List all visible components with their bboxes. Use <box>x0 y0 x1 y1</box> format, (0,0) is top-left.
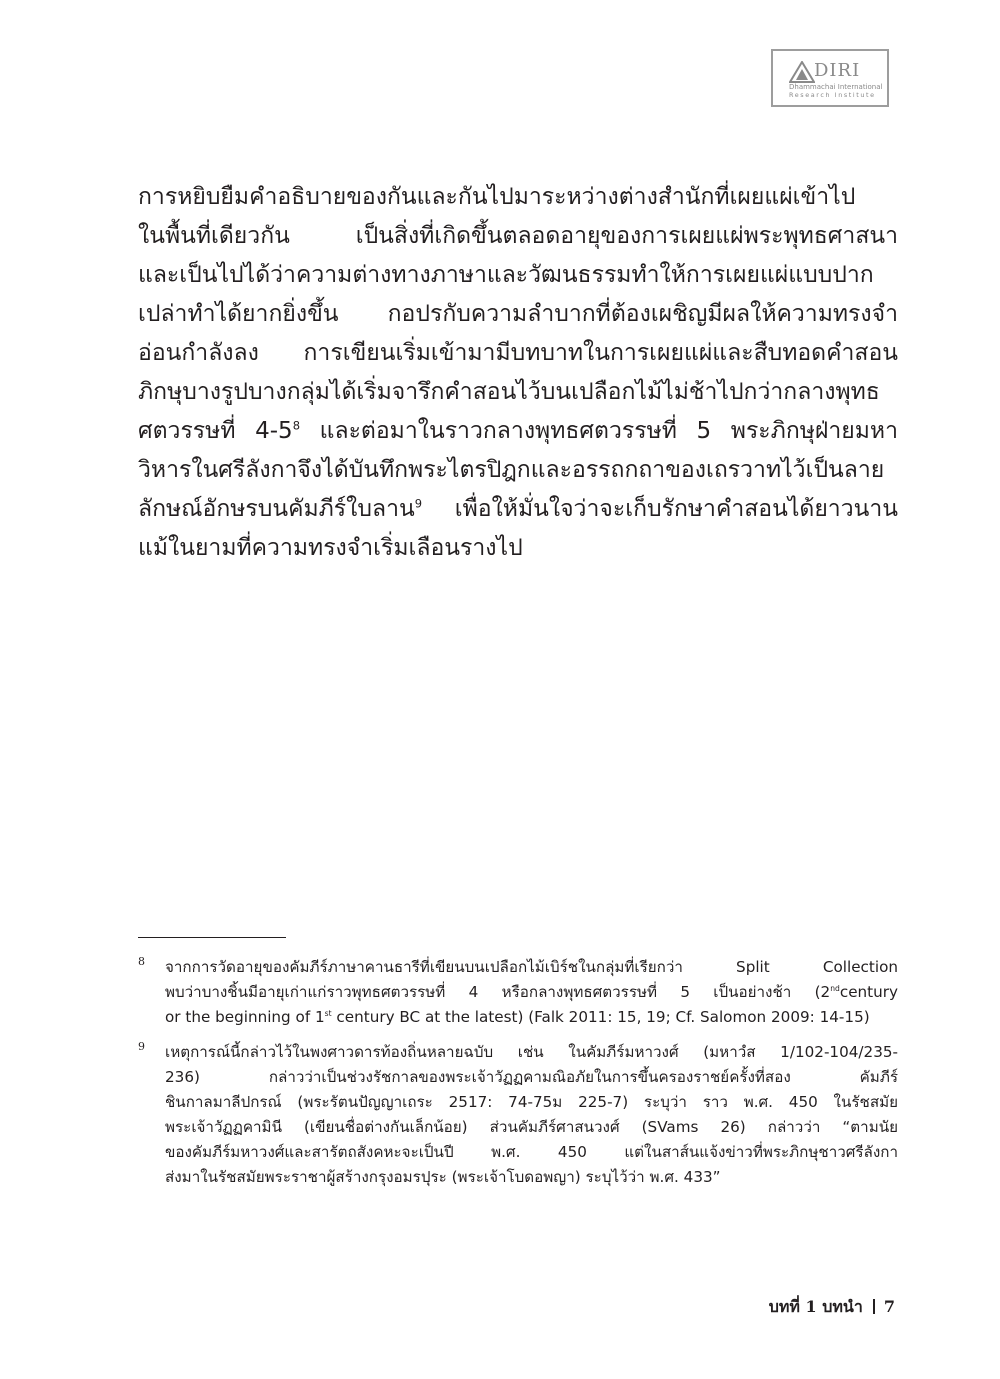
footnote-number: 8 <box>138 955 145 968</box>
footnote-body <box>165 955 898 1030</box>
diri-logo <box>771 49 889 107</box>
footnote-text-run: พบว่าบางชิ้นมีอายุเก่าแก่ราวพุทธศตวรรษที่ 4 หรือกลางพุทธศตวรรษที่ 5 เป็นอย่างช้า (2 <box>165 983 831 1001</box>
footnote-line: เหตุการณ์นี้กล่าวไว้ในพงศาวดารท้องถิ่นหลายฉบับ เช่น ในคัมภีร์มหาวงศ์ (มหาวํส 1/102-104/235- <box>165 1043 898 1061</box>
body-text-run: ศตวรรษที่ 4-5 <box>138 418 293 444</box>
footnote-number: 9 <box>138 1040 145 1053</box>
footnote-separator <box>138 937 286 938</box>
page-footer <box>769 1296 895 1318</box>
body-text-run: ลักษณ์อักษรบนคัมภีร์ใบลาน <box>138 496 415 522</box>
footnote-line: พระเจ้าวัฏฏคามินี (เขียนชื่อต่างกันเล็กน้อย) ส่วนคัมภีร์ศาสนวงศ์ (SVams 26) กล่าวว่า “ตามนัย <box>165 1118 898 1136</box>
footnote-ref-8[interactable]: 8 <box>292 418 301 433</box>
footer-divider <box>873 1299 875 1314</box>
logo-subtitle-line2: Research Institute <box>789 91 876 99</box>
body-line: แม้ในยามที่ความทรงจำเริ่มเลือนรางไป <box>138 535 523 561</box>
body-line: อ่อนกำลังลง การเขียนเริ่มเข้ามามีบทบาทในการเผยแผ่และสืบทอดคำสอน <box>138 340 898 366</box>
body-text-run: เพื่อให้มั่นใจว่าจะเก็บรักษาคำสอนได้ยาวนาน <box>422 496 898 522</box>
footnote-line: 236) กล่าวว่าเป็นช่วงรัชกาลของพระเจ้าวัฏฏคามณิอภัยในการขึ้นครองราชย์ครั้งที่สอง คัมภีร์ <box>165 1068 898 1086</box>
footnote-line <box>165 980 898 1005</box>
ordinal-suffix: nd <box>830 983 840 993</box>
footnote-body <box>165 1040 898 1190</box>
body-line <box>138 490 898 529</box>
logo-wordmark: DIRI <box>814 60 861 81</box>
body-line: การหยิบยืมคำอธิบายของกันและกันไปมาระหว่างต่างสำนักที่เผยแผ่เข้าไป <box>138 184 856 210</box>
footnote-text-run: century BC at the latest) (Falk 2011: 15, 19; Cf. Salomon 2009: 14-15) <box>331 1008 870 1026</box>
footnote-ref-9[interactable]: 9 <box>414 496 423 511</box>
body-line: วิหารในศรีลังกาจึงได้บันทึกพระไตรปิฎกและอรรถกถาของเถรวาทไว้เป็นลาย <box>138 457 885 483</box>
dhammachai-emblem-icon <box>789 61 817 85</box>
ordinal-suffix: st <box>324 1008 332 1018</box>
footnote-text-run: or the beginning of 1 <box>165 1008 325 1026</box>
body-line: และเป็นไปได้ว่าความต่างทางภาษาและวัฒนธรรมทำให้การเผยแผ่แบบปาก <box>138 262 874 288</box>
body-line: เปล่าทำได้ยากยิ่งขึ้น กอปรกับความลำบากที่ต้องเผชิญมีผลให้ความทรงจำ <box>138 301 898 327</box>
footnote-line <box>165 1005 898 1030</box>
body-paragraph <box>138 178 898 568</box>
footnote-line: จากการวัดอายุของคัมภีร์ภาษาคานธารีที่เขียนบนเปลือกไม้เบิร์ชในกลุ่มที่เรียกว่า Split Collection <box>165 958 898 976</box>
chapter-title: บทที่ 1 บทนำ <box>768 1297 863 1316</box>
footnote-line: ชินกาลมาลีปกรณ์ (พระรัตนปัญญาเถระ 2517: 74-75ม 225-7) ระบุว่า ราว พ.ศ. 450 ในรัชสมัย <box>165 1093 898 1111</box>
footnote-text-run: century <box>839 983 898 1001</box>
body-text-run: และต่อมาในราวกลางพุทธศตวรรษที่ 5 พระภิกษุฝ่ายมหา <box>300 418 899 444</box>
body-line: ในพื้นที่เดียวกัน เป็นสิ่งที่เกิดขึ้นตลอดอายุของการเผยแผ่พระพุทธศาสนา <box>138 223 898 249</box>
footnote-line: ของคัมภีร์มหาวงศ์และสารัตถสังคหะจะเป็นปี พ.ศ. 450 แต่ในสาส์นแจ้งข่าวที่พระภิกษุชาวศรีลังกา <box>165 1143 898 1161</box>
body-line <box>138 412 898 451</box>
footnote-line: ส่งมาในรัชสมัยพระราชาผู้สร้างกรุงอมรปุระ (พระเจ้าโบดอพญา) ระบุไว้ว่า พ.ศ. 433” <box>165 1168 721 1186</box>
body-line: ภิกษุบางรูปบางกลุ่มได้เริ่มจารึกคำสอนไว้บนเปลือกไม้ไม่ช้าไปกว่ากลางพุทธ <box>138 379 880 405</box>
logo-subtitle-line1: Dhammachai International <box>789 83 883 91</box>
page-number: 7 <box>883 1297 895 1316</box>
